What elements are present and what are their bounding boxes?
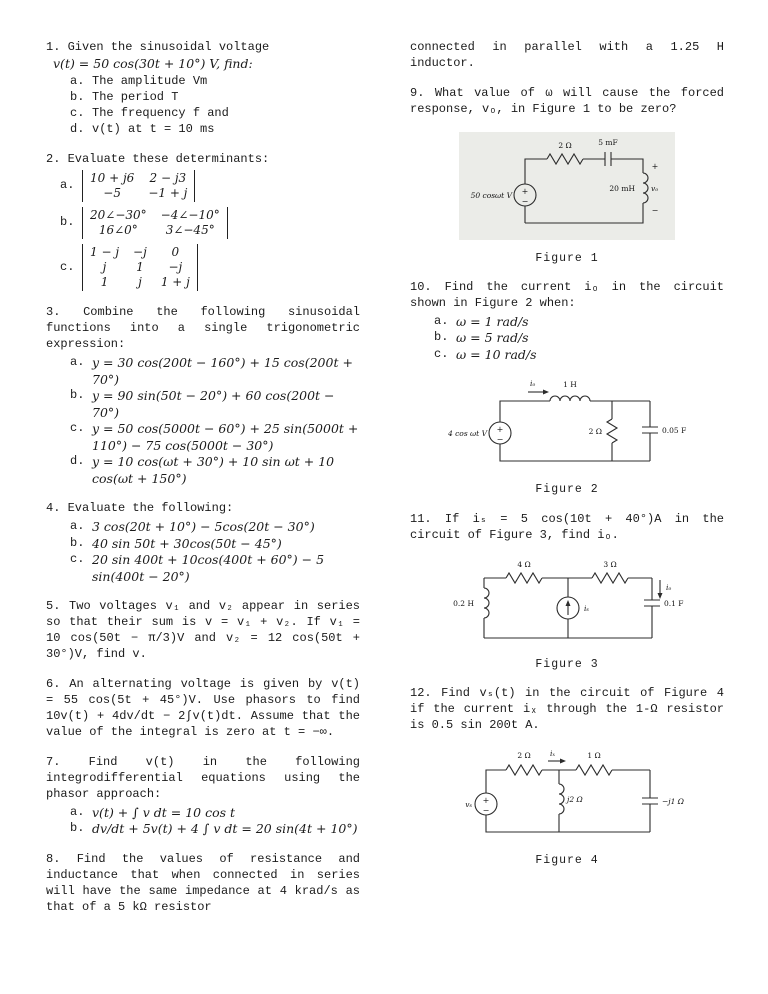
item-label: a. xyxy=(60,178,75,193)
capacitor-label: 0.1 F xyxy=(664,598,684,608)
item-formula: 3 cos(20t + 10°) − 5cos(20t − 30°) xyxy=(92,519,315,535)
item-label: b. xyxy=(70,535,85,550)
left-column xyxy=(46,40,360,966)
item-label: d. xyxy=(70,121,85,136)
wire xyxy=(486,815,650,832)
minus-sign: − xyxy=(496,435,504,445)
problem-11 xyxy=(410,512,724,544)
item-formula: y = 30 cos(200t − 160°) + 15 cos(200t + 70°) xyxy=(92,355,353,387)
figure-4 xyxy=(410,748,724,868)
item-label: a. xyxy=(70,519,85,534)
inductor-label: 0.2 H xyxy=(453,598,474,608)
capacitor-label: 0.05 F xyxy=(662,426,687,436)
item-label: a. xyxy=(70,355,85,370)
right-column xyxy=(410,40,724,966)
determinant-b xyxy=(60,207,360,239)
item-text: v(t) at t = 10 ms xyxy=(92,121,215,136)
output-voltage-marks xyxy=(651,162,658,215)
matrix-cell: 0 xyxy=(171,245,180,260)
source-label: 50 cosωt V xyxy=(470,190,512,200)
wire xyxy=(486,770,506,793)
voltage-source xyxy=(447,422,511,444)
item-label: d. xyxy=(70,454,85,469)
problem-5-text: 5. Two voltages v₁ and v₂ appear in series so that their sum is v = v₁ + v₂. If v₁ = 10 cos(50t − π/3)V and v₂ = 12 cos(50t + 30°)V, find v. xyxy=(46,599,360,662)
problem-1 xyxy=(46,40,360,138)
item-label: c. xyxy=(60,259,75,274)
figure-3 xyxy=(410,558,724,672)
source-label: 4 cos ωt V xyxy=(447,429,487,439)
list-item xyxy=(70,536,360,553)
list-item xyxy=(434,314,724,331)
plus-sign: + xyxy=(521,186,529,196)
inductor-label: 20 mH xyxy=(609,183,635,193)
item-text: The period T xyxy=(92,90,179,105)
resistor-label: 4 Ω xyxy=(517,559,531,569)
source-label: vₛ xyxy=(465,799,472,809)
figure-1-circuit-svg xyxy=(467,137,667,237)
capacitor xyxy=(598,138,617,166)
item-formula: y = 10 cos(ωt + 30°) + 10 sin ωt + 10 cos(ωt + 150°) xyxy=(92,454,335,486)
item-label: b. xyxy=(70,388,85,403)
item-text: The amplitude Vm xyxy=(92,74,208,89)
resistor-label: 2 Ω xyxy=(588,427,602,437)
item-formula: y = 50 cos(5000t − 60°) + 25 sin(5000t + 110°) − 75 cos(5000t − 30°) xyxy=(92,421,359,453)
figure-1-image xyxy=(459,132,675,240)
list-item xyxy=(70,454,360,487)
matrix-cell: 20∠−30° xyxy=(90,208,147,223)
matrix-cell: j xyxy=(138,275,142,290)
minus-sign: − xyxy=(651,205,659,215)
wire xyxy=(611,159,643,173)
matrix-cell: −1 + j xyxy=(148,186,188,201)
resistor-3ohm xyxy=(592,560,628,583)
determinant-a xyxy=(60,170,360,202)
resistor-label: 2 Ω xyxy=(558,140,572,150)
ix-label: iₓ xyxy=(550,748,556,758)
matrix-cell: 1 xyxy=(136,260,144,275)
problem-12-text: 12. Find vₛ(t) in the circuit of Figure 4 if the current iₓ through the 1-Ω resistor is 0.5 sin 200t A. xyxy=(410,685,724,732)
capacitor xyxy=(644,578,684,638)
matrix-cell: 2 − j3 xyxy=(149,171,187,186)
wire xyxy=(500,401,550,422)
problem-10-intro: 10. Find the current iₒ in the circuit shown in Figure 2 when: xyxy=(410,280,724,310)
figure-1 xyxy=(410,132,724,266)
matrix xyxy=(82,170,195,202)
problem-2-intro: 2. Evaluate these determinants: xyxy=(46,151,270,166)
figure-caption: Figure 2 xyxy=(535,483,599,497)
figure-caption: Figure 3 xyxy=(535,657,599,671)
problem-10-items xyxy=(434,314,724,364)
matrix-cell: 1 − j xyxy=(90,245,120,260)
matrix-cell: 16∠0° xyxy=(98,223,138,238)
problem-12 xyxy=(410,686,724,734)
list-item xyxy=(70,805,360,822)
item-formula: 40 sin 50t + 30cos(50t − 45°) xyxy=(92,535,282,551)
list-item xyxy=(70,355,360,388)
problem-10 xyxy=(410,280,724,363)
capacitor xyxy=(642,401,686,461)
item-formula: ω = 1 rad/s xyxy=(456,313,529,329)
list-item xyxy=(70,106,360,122)
impedance-label: −j1 Ω xyxy=(662,796,684,806)
problem-9-text: 9. What value of ω will cause the forced response, vₒ, in Figure 1 to be zero? xyxy=(410,85,724,116)
matrix-cell: 1 xyxy=(100,275,109,290)
minus-sign: − xyxy=(482,805,490,815)
item-label: c. xyxy=(434,346,449,361)
minus-sign: − xyxy=(521,196,529,206)
capacitor-label: 5 mF xyxy=(598,137,618,147)
resistor xyxy=(547,141,583,164)
current-arrow xyxy=(548,749,566,764)
problem-7 xyxy=(46,755,360,838)
voltage-source xyxy=(471,184,536,206)
problem-4 xyxy=(46,501,360,585)
plus-sign: + xyxy=(482,795,490,805)
resistor-4ohm xyxy=(506,560,542,583)
io-label: iₒ xyxy=(530,379,536,389)
is-label: iₛ xyxy=(584,603,589,613)
capacitor xyxy=(642,770,684,832)
vo-label: vₒ xyxy=(651,183,659,193)
item-label: b. xyxy=(70,821,85,836)
matrix-cell: 1 + j xyxy=(160,275,190,290)
item-label: a. xyxy=(70,74,85,89)
item-label: b. xyxy=(60,215,75,230)
matrix xyxy=(82,244,198,291)
problem-2 xyxy=(46,152,360,292)
list-item xyxy=(70,552,360,585)
figure-caption: Figure 1 xyxy=(535,251,599,265)
list-item xyxy=(70,821,360,838)
list-item xyxy=(434,330,724,347)
voltage-source xyxy=(465,793,497,815)
problem-9 xyxy=(410,86,724,118)
io-label: iₒ xyxy=(666,582,672,592)
problem-1-items xyxy=(70,74,360,137)
item-formula: v(t) + ∫ v dt = 10 cos t xyxy=(92,804,236,820)
list-item xyxy=(70,519,360,536)
figure-2-circuit-svg xyxy=(444,377,690,477)
resistor-label: 3 Ω xyxy=(603,559,617,569)
item-text: The frequency f and xyxy=(92,105,229,120)
item-label: a. xyxy=(70,804,85,819)
matrix xyxy=(82,207,228,239)
list-item xyxy=(70,90,360,106)
list-item xyxy=(434,347,724,364)
matrix-cell: 10 + j6 xyxy=(90,171,135,186)
resistor-label: 2 Ω xyxy=(517,750,531,760)
matrix-cell: −j xyxy=(168,260,183,275)
problem-7-items xyxy=(70,805,360,838)
plus-sign: + xyxy=(496,425,504,435)
figure-caption: Figure 4 xyxy=(535,853,599,867)
problem-8 xyxy=(46,852,360,916)
list-item xyxy=(70,122,360,138)
current-source xyxy=(557,578,589,638)
problem-1-formula: v(t) = 50 cos(30t + 10°) V, find: xyxy=(53,55,253,71)
matrix-cell: −4∠−10° xyxy=(160,208,220,223)
figure-4-circuit-svg xyxy=(444,748,690,848)
problem-3-items xyxy=(70,355,360,487)
resistor-1ohm xyxy=(576,751,612,775)
inductor xyxy=(559,770,583,832)
item-formula: 20 sin 400t + 10cos(400t + 60°) − 5 sin(400t − 20°) xyxy=(92,552,325,584)
problem-6 xyxy=(46,677,360,741)
wire xyxy=(525,159,547,184)
problem-11-text: 11. If iₛ = 5 cos(10t + 40°)A in the circuit of Figure 3, find iₒ. xyxy=(410,511,724,542)
figure-3-circuit-svg xyxy=(444,558,690,652)
item-label: c. xyxy=(70,552,85,567)
problem-8-continuation xyxy=(410,40,724,72)
problem-8-cont-text: connected in parallel with a 1.25 H inductor. xyxy=(410,40,724,70)
figure-2 xyxy=(410,377,724,497)
resistor-2ohm xyxy=(506,751,542,775)
plus-sign: + xyxy=(651,161,659,171)
item-formula: ω = 10 rad/s xyxy=(456,346,537,362)
current-arrow xyxy=(528,379,549,395)
matrix-cell: −j xyxy=(133,245,147,260)
impedance-label: j2 Ω xyxy=(567,794,583,804)
inductor xyxy=(550,380,590,401)
inductor-label: 1 H xyxy=(563,380,577,390)
problem-6-text: 6. An alternating voltage is given by v(t) = 55 cos(5t + 45°)V. Use phasors to find 10v(t) + 4dv/dt − 2∫v(t)dt. Assume that the value of the integral is zero at t = −∞. xyxy=(46,677,360,739)
problem-4-intro: 4. Evaluate the following: xyxy=(46,501,234,516)
wire xyxy=(525,203,643,223)
current-arrow xyxy=(658,580,672,599)
inductor xyxy=(453,578,489,638)
matrix-cell: 3∠−45° xyxy=(165,223,215,238)
determinant-c xyxy=(60,244,360,291)
matrix-cell: −5 xyxy=(103,186,121,201)
list-item xyxy=(70,388,360,421)
item-formula: dv/dt + 5v(t) + 4 ∫ v dt = 20 sin(4t + 10°) xyxy=(92,821,358,837)
matrix-cell: j xyxy=(102,260,107,275)
problem-5 xyxy=(46,599,360,663)
problem-8-text: 8. Find the values of resistance and inductance that when connected in series will have the same impedance at 4 krad/s as that of a 5 kΩ resistor xyxy=(46,851,360,914)
item-label: b. xyxy=(434,330,449,345)
inductor xyxy=(609,173,648,203)
list-item xyxy=(70,74,360,90)
item-formula: ω = 5 rad/s xyxy=(456,330,529,346)
problem-3-intro: 3. Combine the following sinusoidal functions into a single trigonometric expression: xyxy=(46,305,360,352)
problem-7-intro: 7. Find v(t) in the following integrodifferential equations using the phasor approach: xyxy=(46,754,360,801)
wire xyxy=(500,444,650,461)
problem-3 xyxy=(46,305,360,487)
problem-4-items xyxy=(70,519,360,585)
item-label: a. xyxy=(434,313,449,328)
problem-1-intro: 1. Given the sinusoidal voltage xyxy=(46,40,270,54)
resistor-label: 1 Ω xyxy=(587,750,601,760)
item-label: c. xyxy=(70,421,85,436)
resistor xyxy=(589,401,617,461)
item-label: c. xyxy=(70,105,85,120)
list-item xyxy=(70,421,360,454)
item-label: b. xyxy=(70,90,85,105)
item-formula: y = 90 sin(50t − 20°) + 60 cos(200t − 70°) xyxy=(92,388,335,420)
